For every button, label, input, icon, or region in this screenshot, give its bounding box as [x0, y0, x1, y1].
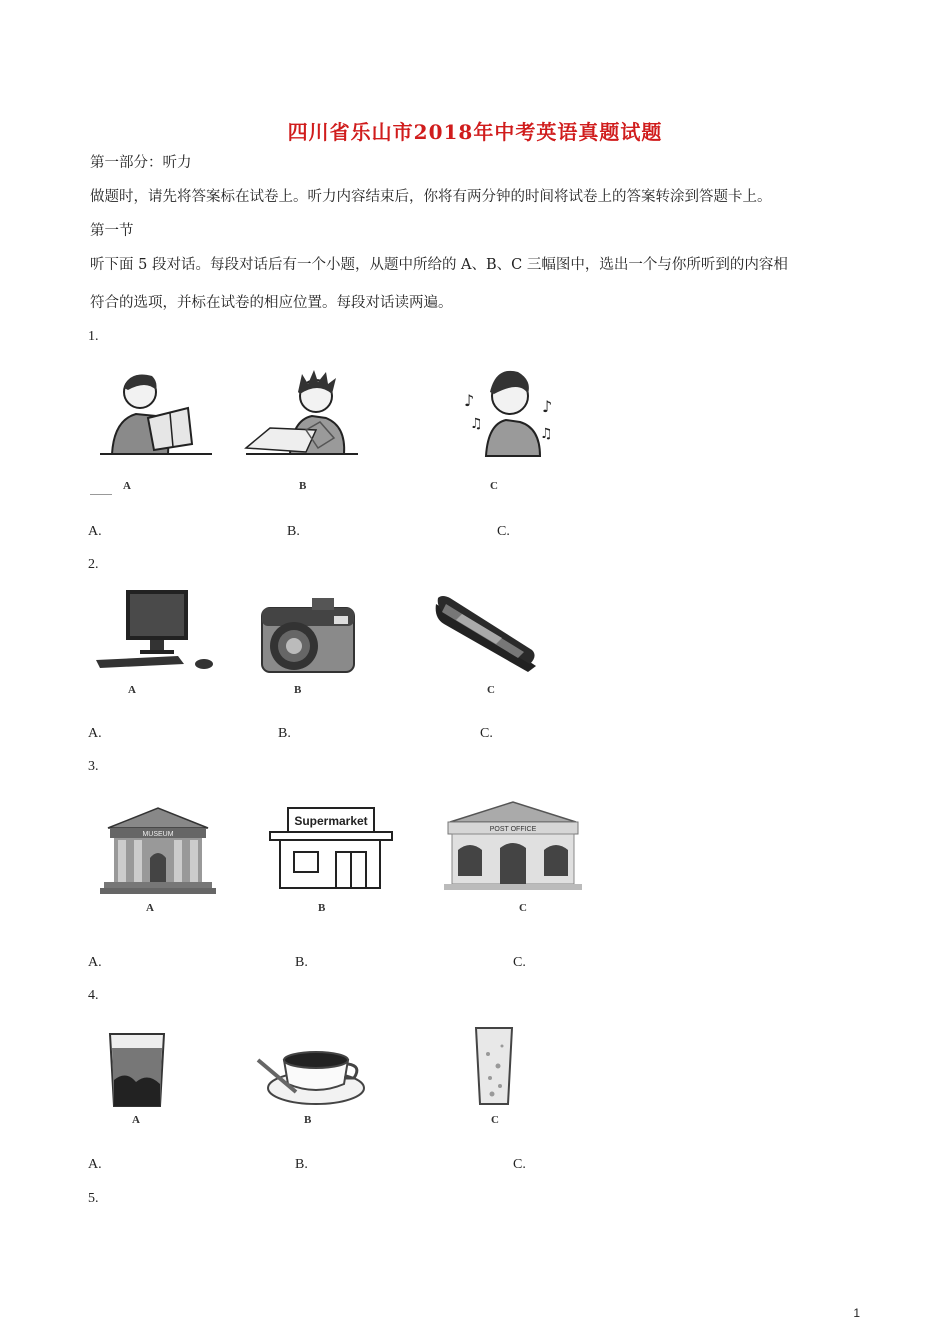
- picture-caption-b: B: [318, 902, 326, 914]
- option-b[interactable]: B.: [295, 1157, 308, 1172]
- camera-icon: [258, 594, 358, 676]
- picture-caption-a: A: [132, 1114, 140, 1126]
- computer-icon: [92, 588, 218, 674]
- section-part-heading: 第一部分：听力: [90, 155, 192, 171]
- decorative-line: [90, 494, 112, 495]
- option-c[interactable]: C.: [497, 524, 510, 539]
- svg-text:♫: ♫: [540, 426, 553, 442]
- supermarket-icon: [270, 804, 392, 890]
- picture-caption-c: C: [490, 480, 498, 492]
- option-b[interactable]: B.: [278, 726, 291, 741]
- option-a[interactable]: A.: [88, 955, 102, 970]
- question-number-2: 2.: [88, 557, 99, 572]
- question-number-3: 3.: [88, 759, 99, 774]
- option-b[interactable]: B.: [287, 524, 300, 539]
- section-one-heading: 第一节: [90, 223, 134, 239]
- picture-caption-b: B: [304, 1114, 312, 1126]
- page-title: 四川省乐山市2018年中考英语真题试题: [287, 120, 663, 144]
- option-a[interactable]: A.: [88, 1157, 102, 1172]
- svg-text:♫: ♫: [470, 416, 483, 432]
- directions-line-2: 符合的选项，并标在试卷的相应位置。每段对话读两遍。: [90, 295, 453, 311]
- picture-caption-a: A: [128, 684, 136, 696]
- picture-caption-b: B: [299, 480, 307, 492]
- option-c[interactable]: C.: [513, 955, 526, 970]
- option-c[interactable]: C.: [513, 1157, 526, 1172]
- picture-caption-a: A: [146, 902, 154, 914]
- instruction-text: 做题时，请先将答案标在试卷上。听力内容结束后，你将有两分钟的时间将试卷上的答案转涂到答题卡上。: [90, 189, 772, 205]
- picture-caption-c: C: [487, 684, 495, 696]
- boy-reading-icon: [100, 368, 212, 458]
- soda-water-icon: [472, 1024, 516, 1110]
- directions-line-1: 听下面 5 段对话。每段对话后有一个小题，从题中所给的 A、B、C 三幅图中，选出一个与你所听到的内容相: [90, 257, 788, 273]
- option-b[interactable]: B.: [295, 955, 308, 970]
- smartphone-icon: [432, 594, 540, 674]
- boy-singing-icon: [460, 362, 560, 458]
- question-number-5: 5.: [88, 1191, 99, 1206]
- picture-caption-c: C: [491, 1114, 499, 1126]
- page-number: 1: [853, 1306, 860, 1320]
- post-office-icon: [444, 800, 582, 890]
- option-a[interactable]: A.: [88, 726, 102, 741]
- option-a[interactable]: A.: [88, 524, 102, 539]
- svg-text:♪: ♪: [542, 397, 553, 416]
- coffee-cup-icon: [256, 1036, 368, 1108]
- museum-icon: [100, 802, 216, 894]
- tea-glass-icon: [106, 1030, 168, 1110]
- question-number-4: 4.: [88, 988, 99, 1003]
- option-c[interactable]: C.: [480, 726, 493, 741]
- supermarket-sign: Supermarket: [294, 814, 368, 828]
- picture-caption-c: C: [519, 902, 527, 914]
- boy-drawing-icon: [246, 368, 358, 458]
- picture-caption-b: B: [294, 684, 302, 696]
- post-office-sign: POST OFFICE: [489, 826, 537, 833]
- question-number-1: 1.: [88, 329, 99, 344]
- picture-caption-a: A: [123, 480, 131, 492]
- svg-text:♪: ♪: [464, 391, 475, 410]
- museum-sign: MUSEUM: [142, 831, 174, 838]
